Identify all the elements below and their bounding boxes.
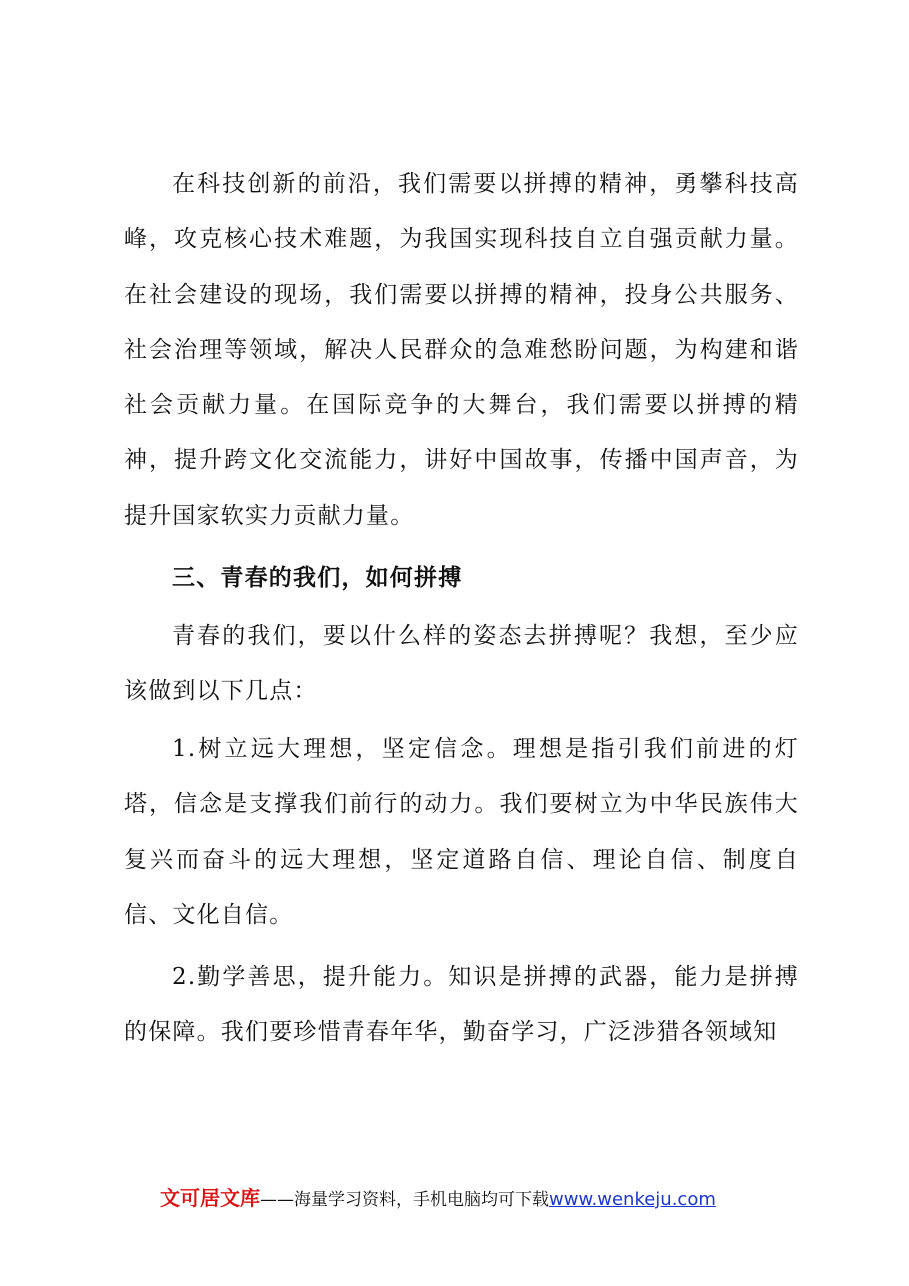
footer-banner — [160, 1182, 780, 1211]
footer-brand: 文可居文库 — [160, 1186, 260, 1210]
section-heading: 三、青春的我们，如何拼搏 — [172, 565, 463, 591]
paragraph-contribution: 在科技创新的前沿，我们需要以拼搏的精神，勇攀科技高峰，攻克核心技术难题，为我国实现科技自立自强贡献力量。在社会建设的现场，我们需要以拼搏的精神，投身公共服务、社会治理等领域，解决人民群众的急难愁盼问题，为构建和谐社会贡献力量。在国际竞争的大舞台，我们需要以拼搏的精神，提升跨文化交流能力，讲好中国故事，传播中国声音，为提升国家软实力贡献力量。 — [124, 171, 799, 529]
footer-tagline: ——海量学习资料，手机电脑均可下载 — [260, 1190, 549, 1210]
footer-link[interactable]: www.wenkeju.com — [549, 1189, 716, 1210]
paragraph-intro: 青春的我们，要以什么样的姿态去拼搏呢？我想，至少应该做到以下几点： — [124, 623, 799, 705]
paragraph-point-1: 1.树立远大理想，坚定信念。理想是指引我们前进的灯塔，信念是支撑我们前行的动力。我们要树立为中华民族伟大复兴而奋斗的远大理想，坚定道路自信、理论自信、制度自信、文化自信。 — [124, 736, 799, 928]
paragraph-point-2: 2.勤学善思，提升能力。知识是拼搏的武器，能力是拼搏的保障。我们要珍惜青春年华，勤奋学习，广泛涉猎各领域知 — [124, 964, 799, 1046]
